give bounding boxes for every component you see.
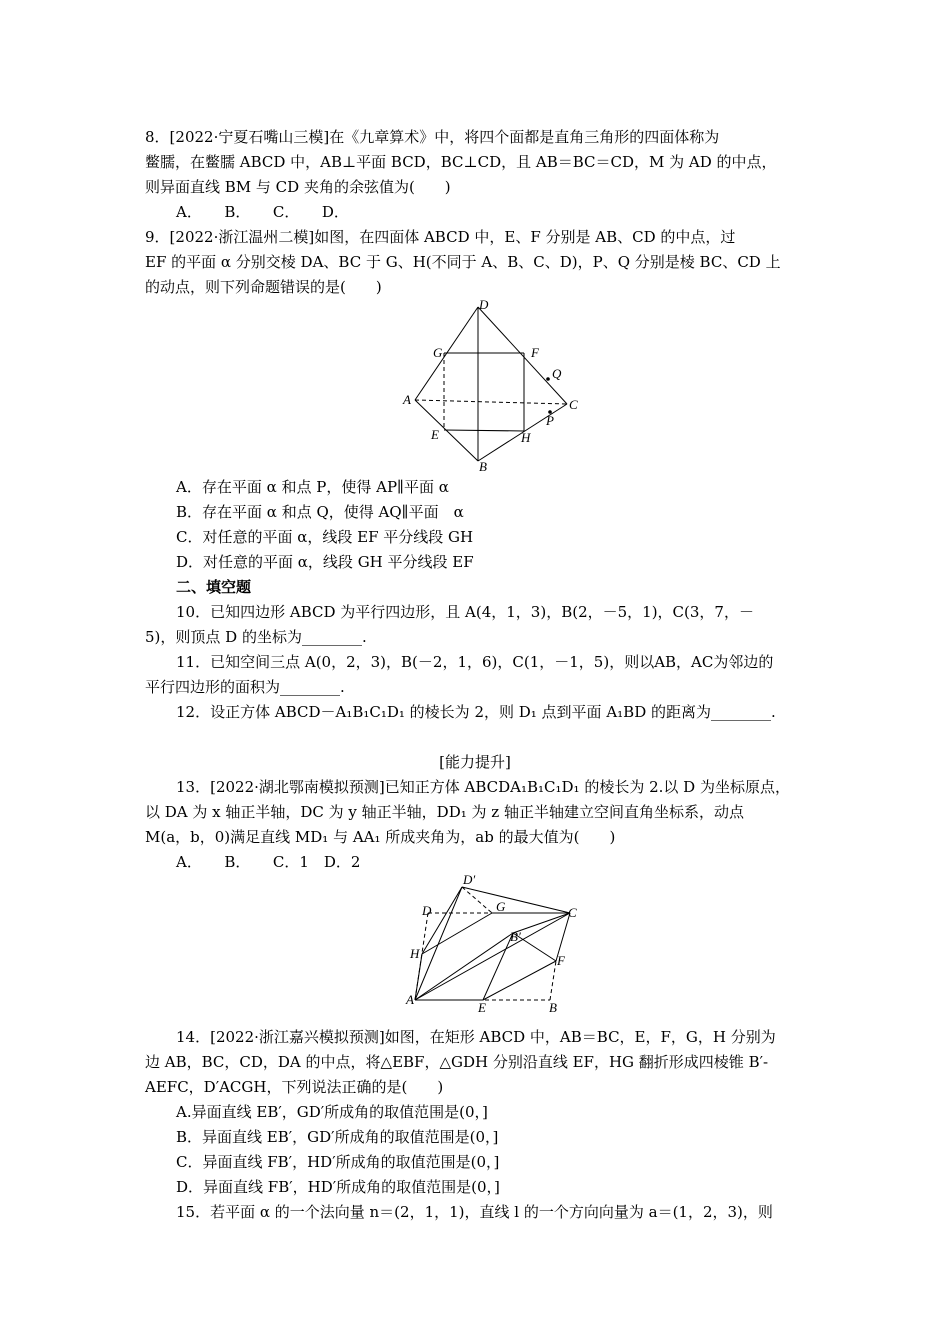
label-B2: B	[549, 1000, 557, 1015]
q9-line3: 的动点，则下列命题错误的是( )	[145, 278, 382, 296]
q13-options: A． B． C．1 D．2	[176, 853, 361, 871]
q9-option-d: D．对任意的平面 α，线段 GH 平分线段 EF	[176, 553, 474, 571]
label-Q: Q	[552, 366, 562, 381]
q14-line3: AEFC，D′ACGH，下列说法正确的是( )	[145, 1078, 444, 1096]
label-D-prime: D′	[463, 872, 476, 887]
label-P: P	[546, 413, 554, 428]
label-B-prime: B′	[510, 929, 521, 944]
section-fill-in: 二、填空题	[176, 578, 252, 596]
q8-options: A． B． C． D．	[176, 203, 349, 221]
q9-option-b: B．存在平面 α 和点 Q，使得 AQ∥平面 α	[176, 503, 464, 521]
q11-line1: 11．已知空间三点 A(0，2，3)，B(－2，1，6)，C(1，－1，5)，则以AB，AC为邻边的	[176, 653, 774, 671]
q8-line1: 8．[2022·宁夏石嘴山三模]在《九章算术》中，将四个面都是直角三角形的四面体称为	[145, 128, 720, 146]
q9-line1: 9．[2022·浙江温州二模]如图，在四面体 ABCD 中，E、F 分别是 AB、CD 的中点，过	[145, 228, 736, 246]
label-B: B	[479, 459, 487, 474]
tetrahedron-figure	[395, 295, 595, 475]
label-G2: G	[496, 899, 506, 914]
label-D: D	[479, 297, 489, 312]
q14-line2: 边 AB，BC，CD，DA 的中点，将△EBF，△GDH 分别沿直线 EF，HG 翻折形成四棱锥 B′-	[145, 1053, 769, 1071]
q10-line1: 10．已知四边形 ABCD 为平行四边形，且 A(4，1，3)，B(2，－5，1)，C(3，7，－	[176, 603, 754, 621]
q14-line1: 14．[2022·浙江嘉兴模拟预测]如图，在矩形 ABCD 中，AB＝BC，E，F，G，H 分别为	[176, 1028, 776, 1046]
label-F: F	[531, 345, 539, 360]
q13-line2: 以 DA 为 x 轴正半轴，DC 为 y 轴正半轴，DD₁ 为 z 轴正半轴建立空间直角坐标系，动点	[145, 803, 744, 821]
q8-line2: 鳖臑，在鳖臑 ABCD 中，AB⊥平面 BCD，BC⊥CD，且 AB＝BC＝CD，M 为 AD 的中点，	[145, 153, 777, 171]
q8-line3: 则异面直线 BM 与 CD 夹角的余弦值为( )	[145, 178, 451, 196]
q12-line1: 12．设正方体 ABCD－A₁B₁C₁D₁ 的棱长为 2，则 D₁ 点到平面 A₁BD 的距离为________.	[176, 703, 776, 721]
label-E2: E	[478, 1000, 486, 1015]
label-F2: F	[557, 953, 565, 968]
q14-option-d: D．异面直线 FB′，HD′所成角的取值范围是(0，]	[176, 1178, 500, 1196]
label-A2: A	[406, 992, 414, 1007]
q11-line2: 平行四边形的面积为________.	[145, 678, 345, 696]
label-G: G	[433, 345, 443, 360]
label-E: E	[431, 427, 439, 442]
label-H2: H	[410, 946, 420, 961]
q13-line1: 13．[2022·湖北鄂南模拟预测]已知正方体 ABCDA₁B₁C₁D₁ 的棱长为 2.以 D 为坐标原点，	[176, 778, 790, 796]
label-H: H	[521, 430, 531, 445]
label-C2: C	[568, 905, 577, 920]
q14-option-a: A.异面直线 EB′，GD′所成角的取值范围是(0，]	[176, 1103, 488, 1121]
q9-line2: EF 的平面 α 分别交棱 DA、BC 于 G、H(不同于 A、B、C、D)，P、Q 分别是棱 BC、CD 上	[145, 253, 781, 271]
q10-line2: 5)，则顶点 D 的坐标为________.	[145, 628, 367, 646]
q13-line3: M(a，b，0)满足直线 MD₁ 与 AA₁ 所成夹角为，ab 的最大值为( )	[145, 828, 616, 846]
section-ability: [能力提升]	[439, 753, 511, 771]
folding-figure	[400, 870, 590, 1015]
label-C: C	[569, 397, 578, 412]
q9-option-c: C．对任意的平面 α，线段 EF 平分线段 GH	[176, 528, 474, 546]
q15-line1: 15．若平面 α 的一个法向量 n＝(2，1，1)，直线 l 的一个方向向量为 a＝(1，2，3)，则	[176, 1203, 773, 1221]
q14-option-b: B．异面直线 EB′，GD′所成角的取值范围是(0，]	[176, 1128, 499, 1146]
label-A: A	[403, 392, 411, 407]
q14-option-c: C．异面直线 FB′，HD′所成角的取值范围是(0，]	[176, 1153, 500, 1171]
q9-option-a: A．存在平面 α 和点 P，使得 AP∥平面 α	[176, 478, 449, 496]
label-D2: D	[422, 903, 432, 918]
